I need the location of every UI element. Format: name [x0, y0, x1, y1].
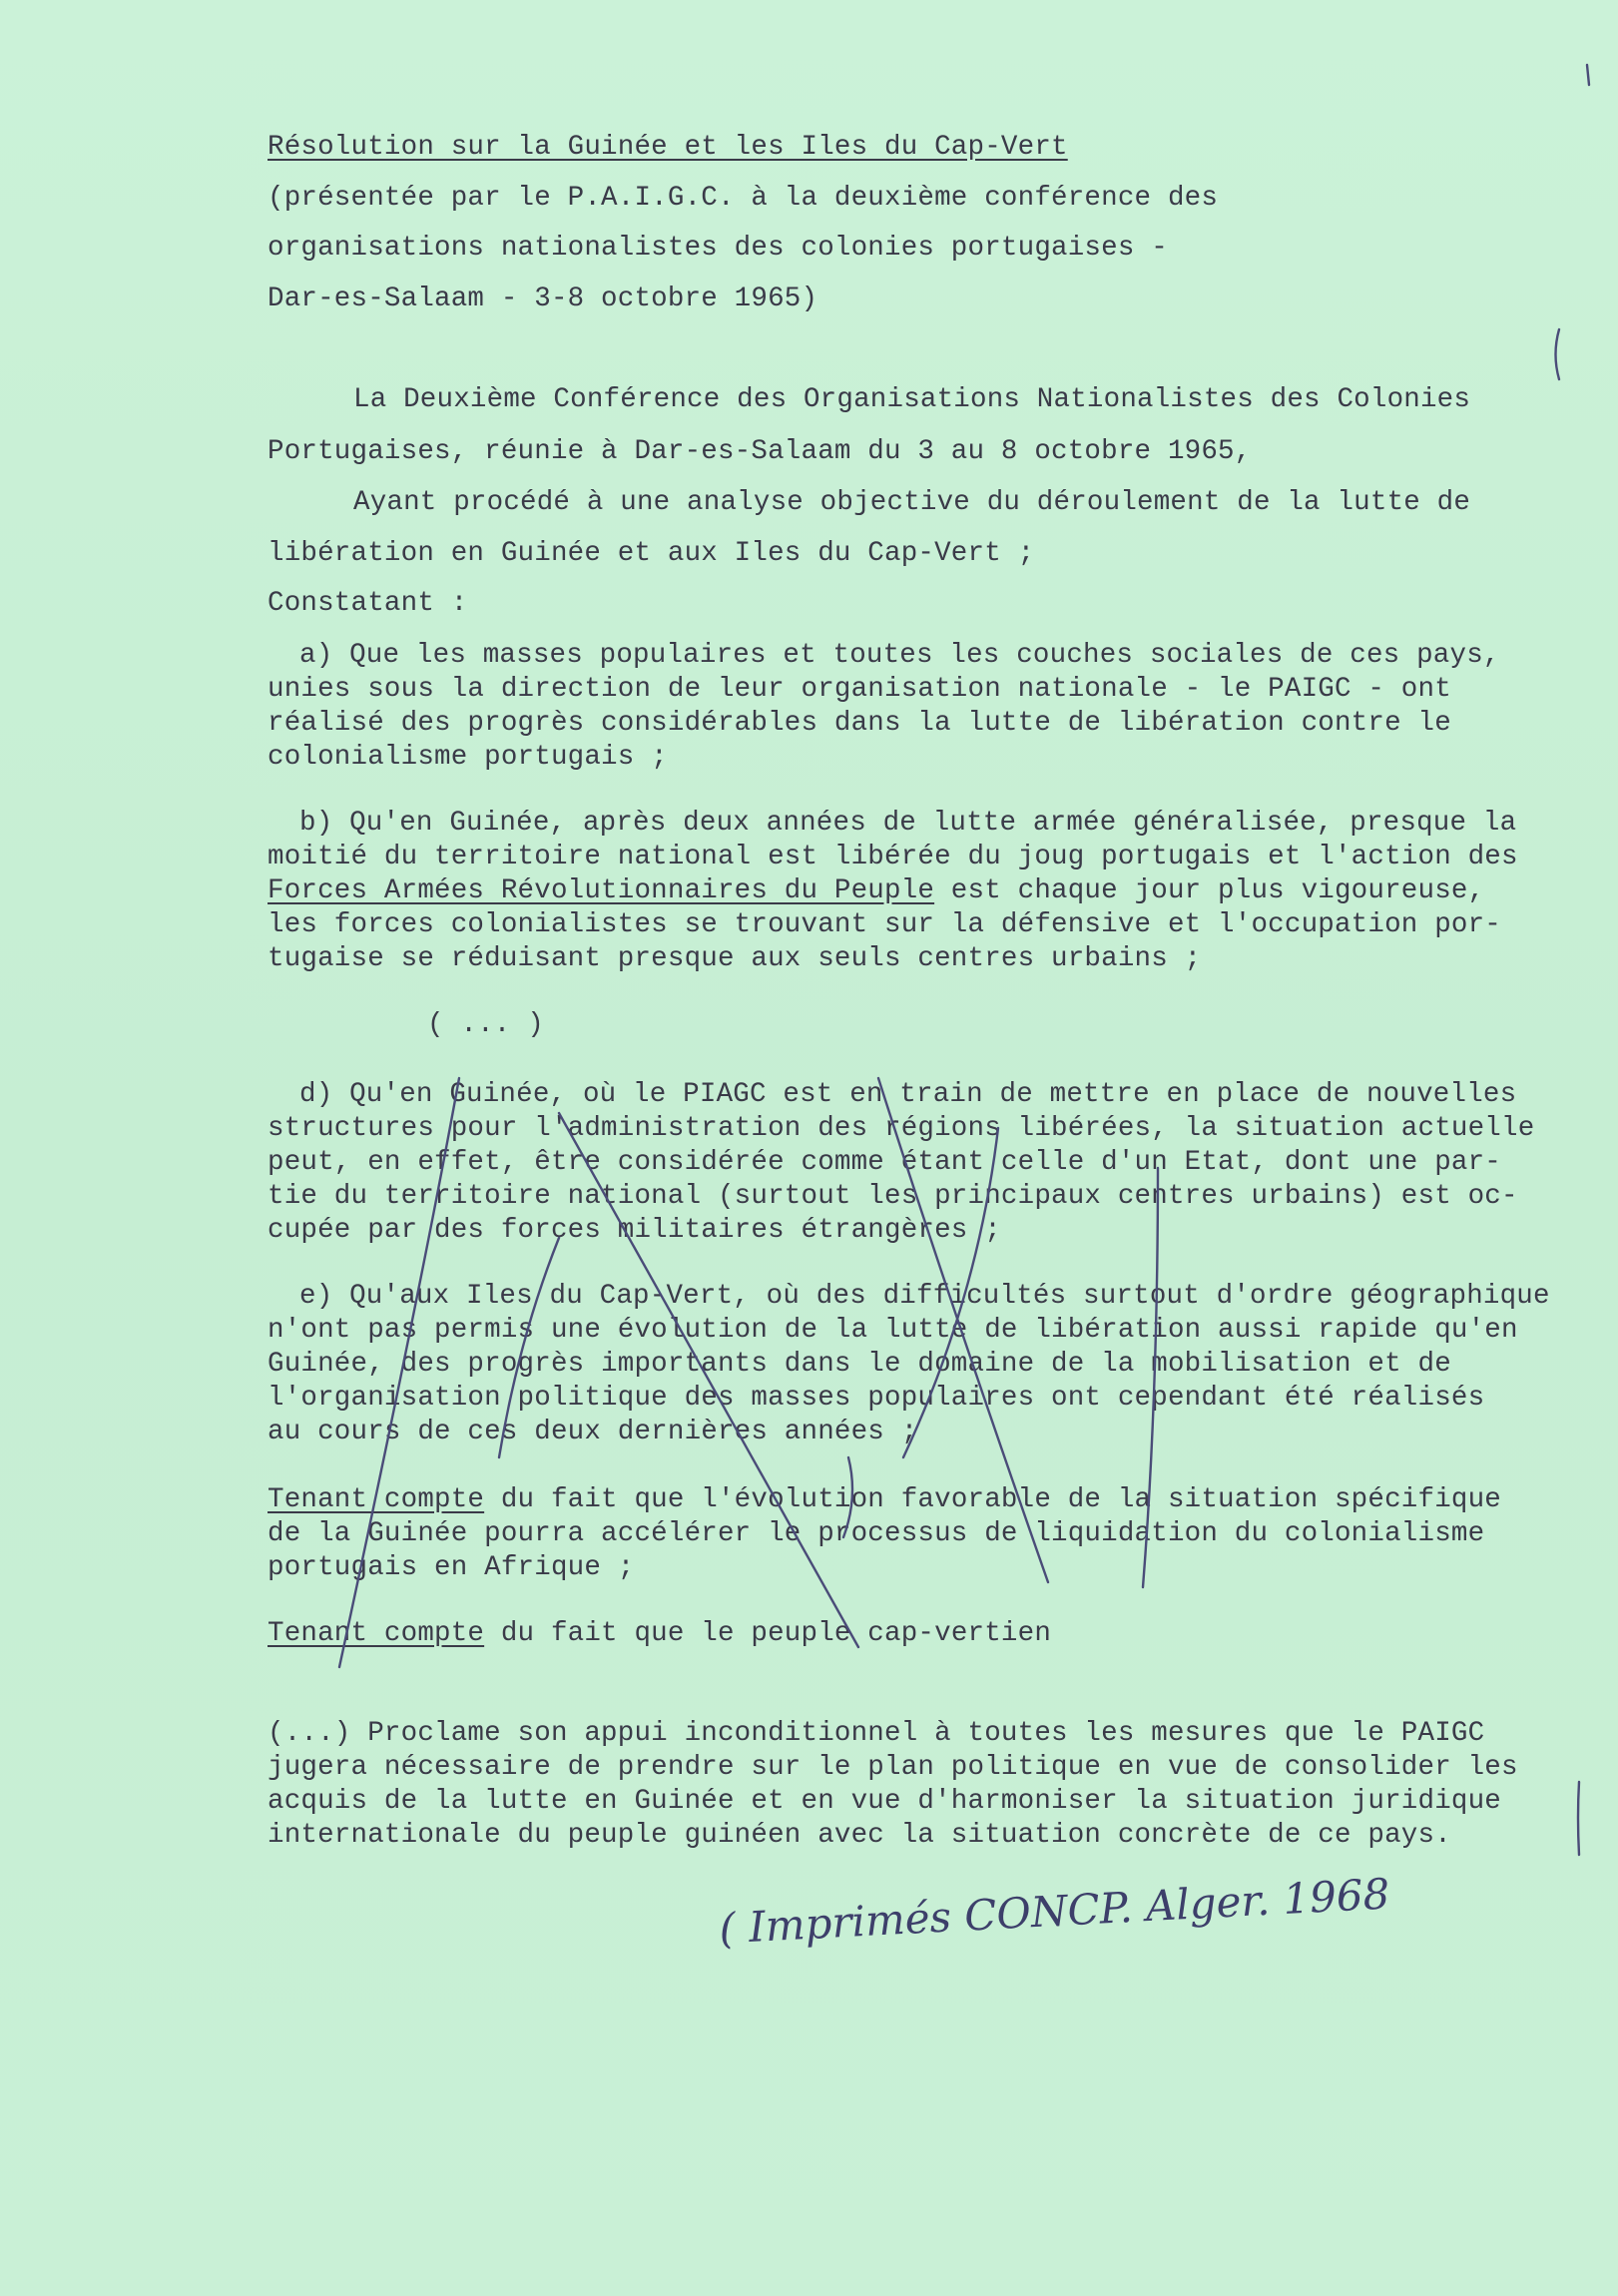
intro-line: La Deuxième Conférence des Organisations Nationalistes des Colonies — [353, 384, 1471, 415]
para-e-line: n'ont pas permis une évolution de la lutte de libération aussi rapide qu'en — [268, 1315, 1518, 1346]
tenant-line: portugais en Afrique ; — [268, 1552, 635, 1583]
para-b-line: moitié du territoire national est libérée du joug portugais et l'action des — [268, 842, 1518, 872]
pen-stroke-small — [843, 1457, 852, 1537]
tenant-line-1-rest: du fait que l'évolution favorable de la situation spécifique — [484, 1484, 1502, 1515]
tenant-line-2-rest: du fait que le peuple cap-vertien — [484, 1618, 1052, 1649]
proclame-line: (...) Proclame son appui inconditionnel à toutes les mesures que le PAIGC — [268, 1718, 1485, 1749]
para-d-line: d) Qu'en Guinée, où le PIAGC est en train de mettre en place de nouvelles — [299, 1079, 1517, 1110]
ayant-line: Ayant procédé à une analyse objective du déroulement de la lutte de — [353, 487, 1471, 518]
ayant-line: libération en Guinée et aux Iles du Cap-Vert ; — [268, 538, 1035, 569]
tenant-compte-underlined: Tenant compte — [268, 1618, 485, 1649]
margin-mark — [1587, 65, 1589, 85]
ellipsis-marker: ( ... ) — [427, 1009, 544, 1040]
para-d-line: peut, en effet, être considérée comme étant celle d'un Etat, dont une par- — [268, 1147, 1501, 1178]
para-d-line: structures pour l'administration des régions libérées, la situation actuelle — [268, 1113, 1535, 1144]
para-e-line: Guinée, des progrès importants dans le domaine de la mobilisation et de — [268, 1349, 1451, 1380]
tenant-compte-underlined: Tenant compte — [268, 1484, 485, 1515]
para-a-line: unies sous la direction de leur organisation nationale - le PAIGC - ont — [268, 674, 1451, 705]
para-e-line: l'organisation politique des masses populaires ont cependant été réalisés — [268, 1383, 1485, 1414]
subtitle-line: organisations nationalistes des colonies portugaises - — [268, 233, 1168, 264]
forces-armees-underlined: Forces Armées Révolutionnaires du Peuple — [268, 875, 935, 906]
para-d-line: cupée par des forces militaires étrangères ; — [268, 1215, 1001, 1246]
pen-stroke-diagonal — [499, 1238, 559, 1457]
para-b-line: les forces colonialistes se trouvant sur la défensive et l'occupation por- — [268, 909, 1501, 940]
para-b-line: b) Qu'en Guinée, après deux années de lutte armée généralisée, presque la — [299, 808, 1517, 839]
para-a-line: réalisé des progrès considérables dans la lutte de libération contre le — [268, 708, 1451, 739]
constatant-label: Constatant : — [268, 588, 468, 619]
subtitle-line: Dar-es-Salaam - 3-8 octobre 1965) — [268, 284, 818, 314]
intro-line: Portugaises, réunie à Dar-es-Salaam du 3 au 8 octobre 1965, — [268, 436, 1252, 467]
tenant-line: de la Guinée pourra accélérer le processus de liquidation du colonialisme — [268, 1518, 1485, 1549]
pen-stroke-diagonal — [559, 1113, 858, 1647]
para-d-line: tie du territoire national (surtout les principaux centres urbains) est oc- — [268, 1181, 1518, 1212]
pen-stroke-diagonal — [339, 1078, 459, 1667]
para-b-line: tugaise se réduisant presque aux seuls centres urbains ; — [268, 943, 1202, 974]
pen-stroke-vertical — [1143, 1168, 1158, 1587]
handwritten-note: ( Imprimés CONCP. Alger. 1968 — [718, 1869, 1391, 1954]
proclame-line: jugera nécessaire de prendre sur le plan politique en vue de consolider les — [268, 1752, 1518, 1783]
para-e-line: au cours de ces deux dernières années ; — [268, 1417, 918, 1447]
pen-stroke-diagonal — [903, 1128, 998, 1457]
margin-mark — [1556, 329, 1560, 379]
document-title: Résolution sur la Guinée et les Iles du Cap-Vert — [268, 132, 1068, 163]
para-a-line: a) Que les masses populaires et toutes les couches sociales de ces pays, — [299, 640, 1500, 671]
para-e-line: e) Qu'aux Iles du Cap-Vert, où des difficultés surtout d'ordre géographique — [299, 1281, 1550, 1312]
para-b-line-rest: est chaque jour plus vigoureuse, — [934, 875, 1485, 906]
pen-stroke-diagonal — [878, 1078, 1048, 1582]
para-a-line: colonialisme portugais ; — [268, 742, 668, 773]
proclame-line: acquis de la lutte en Guinée et en vue d'harmoniser la situation juridique — [268, 1786, 1501, 1817]
proclame-line: internationale du peuple guinéen avec la situation concrète de ce pays. — [268, 1820, 1451, 1851]
margin-mark — [1578, 1782, 1579, 1855]
subtitle-line: (présentée par le P.A.I.G.C. à la deuxième conférence des — [268, 183, 1219, 214]
